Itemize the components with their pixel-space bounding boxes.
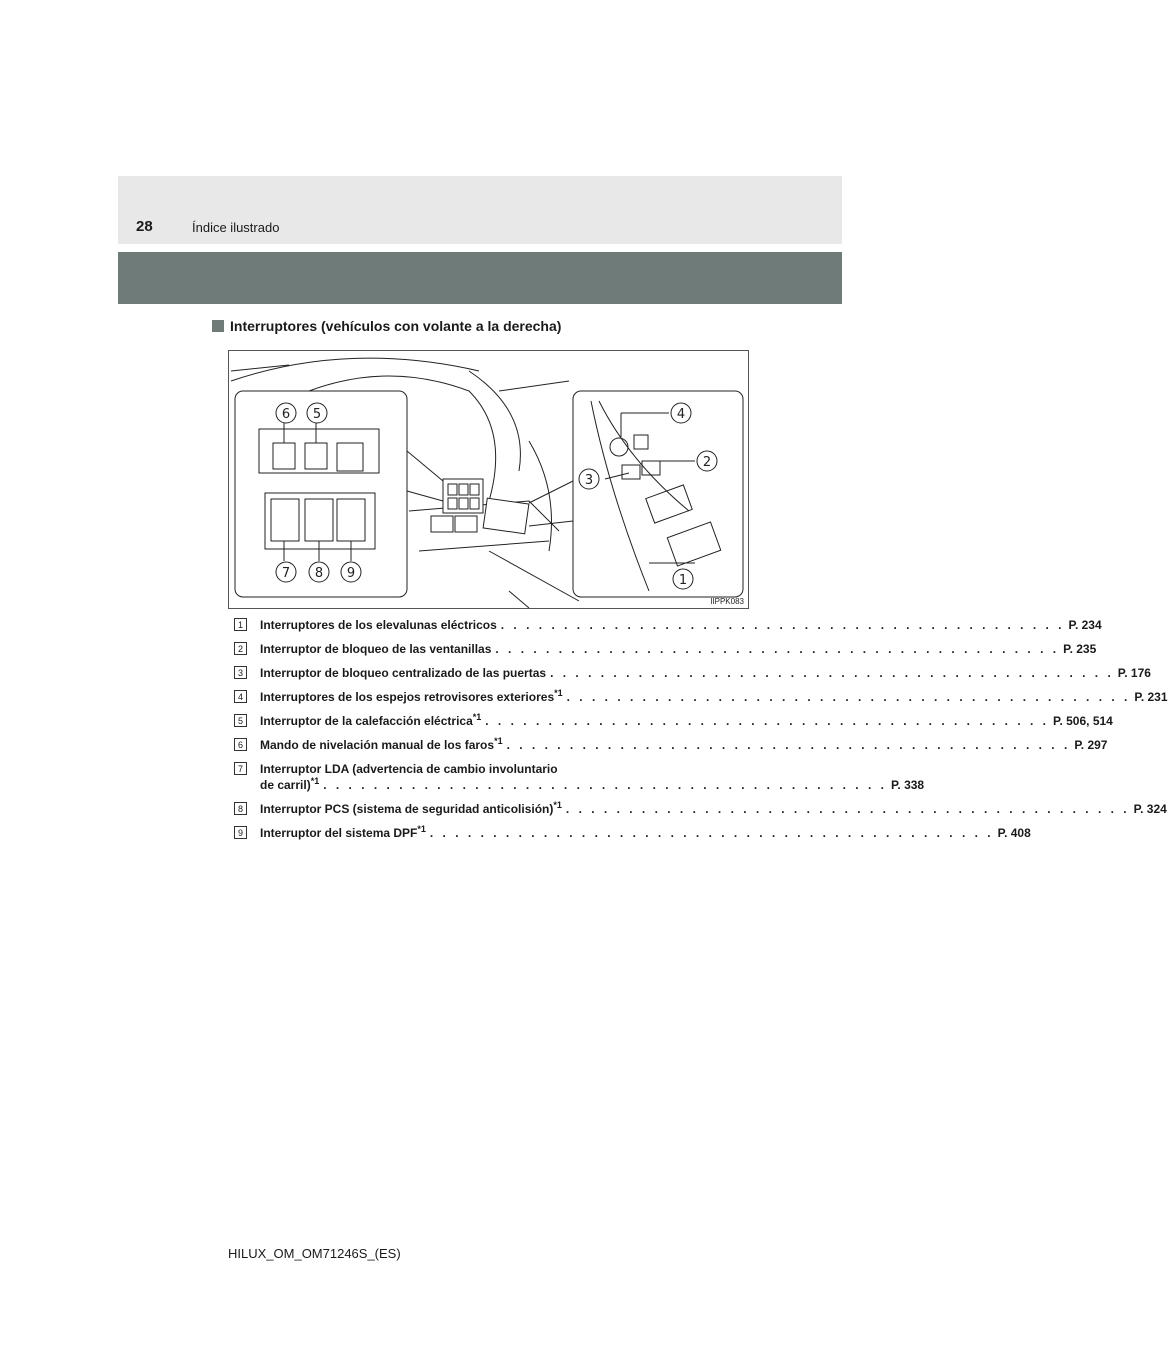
footnote-mark: *1 [494,736,503,746]
footnote-mark: *1 [472,712,482,722]
leader-dots: . . . . . . . . . . . . . . . . . . . . . . . . . . . . . . . . . . . . . . . . . . . . . [495,642,1060,656]
item-number: 4 [234,690,247,703]
item-text: Interruptor de bloqueo de las ventanillas [260,642,492,656]
item-text: Interruptor PCS (sistema de seguridad anticolisión) [260,802,554,816]
figure-code: IIPPK083 [710,597,744,606]
item-number: 2 [234,642,247,655]
subsection-heading [212,318,561,334]
item-text: Interruptor LDA (advertencia de cambio involuntario [260,762,558,776]
list-item [234,712,1113,729]
leader-dots: . . . . . . . . . . . . . . . . . . . . . . . . . . . . . . . . . . . . . . . . . . . . . [565,802,1130,816]
callout-5: 5 [312,407,322,422]
item-number: 3 [234,666,247,679]
subsection-title: Interruptores (vehículos con volante a la derecha) [230,318,562,334]
item-number: 5 [234,714,247,727]
page-ref[interactable]: P. 231 [1134,690,1168,704]
item-list [234,617,1168,849]
callout-9: 9 [346,566,356,581]
callout-7: 7 [281,566,291,581]
page-ref[interactable]: P. 176 [1117,666,1151,680]
callout-2: 2 [702,455,712,470]
leader-dots: . . . . . . . . . . . . . . . . . . . . . . . . . . . . . . . . . . . . . . . . . . . . . [500,618,1065,632]
item-text: Interruptor del sistema DPF [260,826,418,840]
page-ref[interactable]: P. 408 [997,826,1031,840]
page-ref[interactable]: P. 234 [1068,618,1102,632]
item-text: Interruptores de los elevalunas eléctricos [260,618,497,632]
leader-dots: . . . . . . . . . . . . . . . . . . . . . . . . . . . . . . . . . . . . . . . . . . . . . [506,738,1071,752]
list-item [234,824,1031,841]
footnote-mark: *1 [417,824,426,834]
list-item [234,736,1108,753]
heading-square-icon [212,320,224,332]
item-number: 1 [234,618,247,631]
list-item [234,617,1102,633]
footnote-mark: *1 [553,800,562,810]
leader-dots: . . . . . . . . . . . . . . . . . . . . . . . . . . . . . . . . . . . . . . . . . . . . . [485,714,1049,728]
footnote-mark: *1 [554,688,563,698]
document-footer: HILUX_OM_OM71246S_(ES) [228,1246,401,1261]
list-item [234,665,1151,681]
item-number: 8 [234,802,247,815]
leader-dots: . . . . . . . . . . . . . . . . . . . . . . . . . . . . . . . . . . . . . . . . . . . . . [566,690,1131,704]
page-ref[interactable]: P. 235 [1063,642,1097,656]
page-ref[interactable]: P. 324 [1133,802,1167,816]
callout-4: 4 [676,407,686,422]
item-text-continued: de carril) [260,778,311,792]
item-text: Interruptor de bloqueo centralizado de las puertas [260,666,547,680]
footnote-mark: *1 [310,776,320,786]
item-text: Interruptores de los espejos retrovisores exteriores [260,690,555,704]
leader-dots: . . . . . . . . . . . . . . . . . . . . . . . . . . . . . . . . . . . . . . . . . . . . . [429,826,994,840]
callout-8: 8 [314,566,324,581]
item-number: 9 [234,826,247,839]
item-number: 6 [234,738,247,751]
item-text: Mando de nivelación manual de los faros [260,738,495,752]
item-number: 7 [234,762,247,775]
item-text: Interruptor de la calefacción eléctrica [260,714,473,728]
leader-dots: . . . . . . . . . . . . . . . . . . . . . . . . . . . . . . . . . . . . . . . . . . . . . [323,778,887,792]
list-item [234,800,1167,817]
callout-6: 6 [281,407,291,422]
switches-illustration [228,350,749,609]
title-band [118,252,842,304]
dashboard-drawing [229,351,748,608]
callout-1: 1 [678,573,688,588]
leader-dots: . . . . . . . . . . . . . . . . . . . . . . . . . . . . . . . . . . . . . . . . . . . . . [550,666,1114,680]
page-number: 28 [136,218,153,235]
section-title: Índice ilustrado [192,220,280,235]
list-item [234,641,1097,657]
list-item [234,761,925,793]
page-ref[interactable]: P. 506, 514 [1053,714,1113,728]
page-ref[interactable]: P. 297 [1074,738,1108,752]
list-item [234,688,1168,705]
callout-3: 3 [584,473,594,488]
page-ref[interactable]: P. 338 [890,778,925,792]
